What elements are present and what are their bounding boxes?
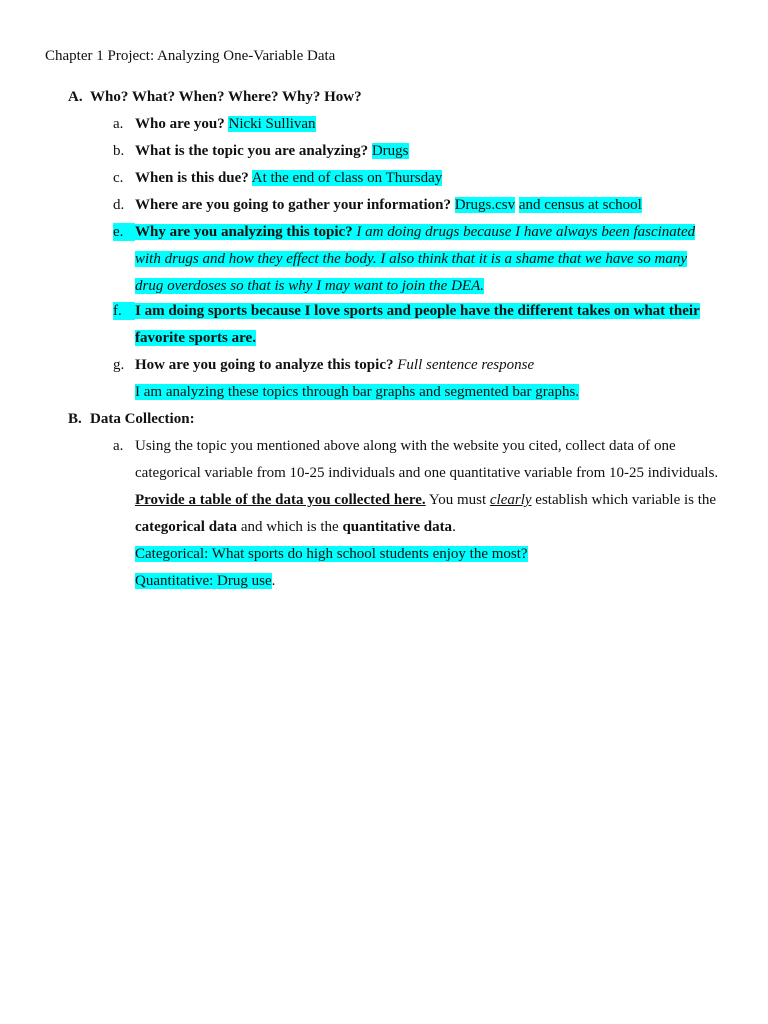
section-b-label: B. <box>68 411 82 427</box>
document-title: Chapter 1 Project: Analyzing One-Variable Data <box>45 48 336 64</box>
list-item-line <box>135 356 534 374</box>
quantitative-answer: Quantitative: Drug use <box>135 573 272 589</box>
list-item-line <box>135 169 442 187</box>
instruction-emphasis: categorical data <box>135 519 238 535</box>
list-marker: e. <box>113 223 135 241</box>
list-marker: c. <box>113 170 124 186</box>
instruction-text: . <box>271 573 276 589</box>
list-item-line <box>135 196 642 214</box>
section-b-heading <box>68 410 195 428</box>
list-item-line <box>135 545 528 563</box>
answer-text: and census at school <box>518 197 642 213</box>
answer-text: At the end of class on Thursday <box>251 170 443 186</box>
list-item-line <box>135 464 718 482</box>
list-marker: g. <box>113 357 125 373</box>
answer-text: I am analyzing these topics through bar graphs and segmented bar graphs. <box>135 384 580 400</box>
list-item-line <box>135 302 700 320</box>
answer-text: with drugs and how they effect the body. I also think that it is a shame that we have so many <box>135 251 688 267</box>
list-marker: b. <box>113 143 125 159</box>
list-item-line <box>135 250 687 268</box>
list-item-line <box>135 223 695 241</box>
instruction-text: You must <box>428 492 487 508</box>
answer-text: Nicki Sullivan <box>228 116 316 132</box>
question-text: What is the topic you are analyzing? <box>135 143 369 159</box>
list-marker: a. <box>113 438 124 454</box>
instruction-emphasis: Provide a table of the data you collected here. <box>135 492 426 508</box>
instruction-text: Using the topic you mentioned above along with the website you cited, collect data of one <box>135 438 676 454</box>
list-item-line <box>135 518 456 536</box>
list-item-line <box>135 572 275 590</box>
section-a-heading <box>68 88 362 106</box>
answer-text: favorite sports are. <box>135 330 256 346</box>
instruction-text: . <box>452 519 456 535</box>
question-text: How are you going to analyze this topic? <box>135 357 394 373</box>
answer-text: drug overdoses so that is why I may want to join the DEA. <box>135 278 484 294</box>
list-marker: d. <box>113 197 125 213</box>
list-item-line <box>135 277 484 295</box>
answer-text: Drugs <box>371 143 409 159</box>
hint-text: Full sentence response <box>397 357 535 373</box>
list-item-line <box>135 115 316 133</box>
section-b-title: Data Collection: <box>90 411 195 427</box>
instruction-text: and which is the <box>240 519 339 535</box>
list-item-line <box>135 142 409 160</box>
list-marker: a. <box>113 116 124 132</box>
list-marker: f. <box>113 302 135 320</box>
section-a-label: A. <box>68 89 83 105</box>
categorical-answer: Categorical: What sports do high school students enjoy the most? <box>135 546 528 562</box>
list-item-line <box>135 383 579 401</box>
list-item-line <box>135 491 716 509</box>
list-item-line <box>135 329 256 347</box>
instruction-text: categorical variable from 10-25 individuals and one quantitative variable from 10-25 individuals. <box>135 465 719 481</box>
answer-text: I am doing sports because I love sports and people have the different takes on what their <box>135 303 700 319</box>
question-text: Why are you analyzing this topic? <box>135 224 353 240</box>
list-item-line <box>135 437 676 455</box>
question-text: When is this due? <box>135 170 249 186</box>
answer-text: Drugs.csv <box>454 197 516 213</box>
instruction-text: establish which variable is the <box>535 492 717 508</box>
instruction-emphasis: quantitative data <box>342 519 453 535</box>
question-text: Who are you? <box>135 116 225 132</box>
section-a-title: Who? What? When? Where? Why? How? <box>90 89 362 105</box>
answer-text: I am doing drugs because I have always been fascinated <box>356 224 696 240</box>
instruction-emphasis: clearly <box>489 492 532 508</box>
question-text: Where are you going to gather your information? <box>135 197 451 213</box>
